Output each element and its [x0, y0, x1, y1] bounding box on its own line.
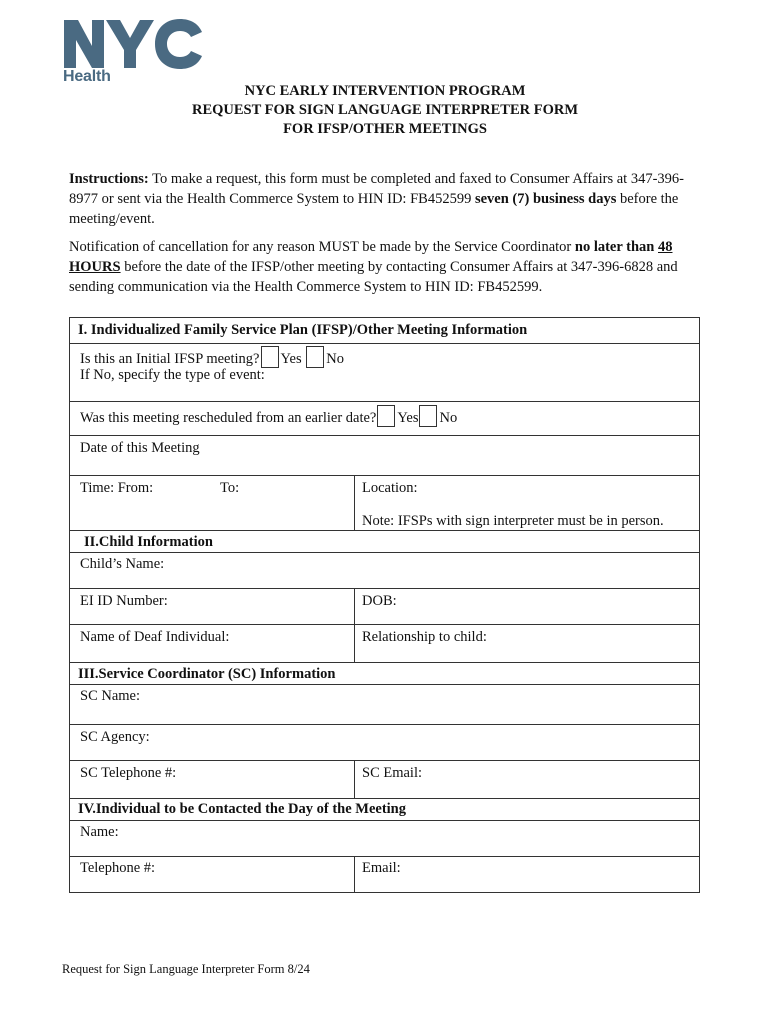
instructions-paragraph — [69, 169, 709, 229]
deaf-individual-row — [70, 624, 699, 662]
notification-text-2: before the date of the IFSP/other meeting by contacting Consumer Affairs at 347-396-6828 and sending communication via the Health Commerce System to HIN ID: FB452599. — [69, 259, 678, 295]
contact-phone-label: Telephone #: — [80, 860, 156, 876]
sc-agency-label: SC Agency: — [80, 729, 150, 745]
title-line-3: FOR IFSP/OTHER MEETINGS — [283, 121, 487, 137]
rescheduled-yes-label: Yes — [397, 410, 419, 426]
instructions-text-1: To make a request, this form must be completed and faxed to Consumer Affairs at 347-396-8977 or sent via the Health Commerce System to HIN ID: FB452599 — [69, 171, 684, 207]
form-title — [0, 82, 770, 139]
initial-no-label: No — [326, 351, 344, 367]
child-name-row[interactable] — [70, 552, 699, 588]
section-2-header — [70, 530, 699, 552]
section-1-header — [70, 318, 699, 343]
initial-ifsp-row — [70, 343, 699, 401]
rescheduled-question-line — [80, 405, 457, 427]
location-note: Note: IFSPs with sign interpreter must be in person. — [362, 513, 664, 529]
child-name-label: Child’s Name: — [80, 556, 165, 572]
title-line-2: REQUEST FOR SIGN LANGUAGE INTERPRETER FORM — [191, 102, 579, 118]
time-location-row — [70, 475, 699, 530]
nyc-logo-mark — [62, 18, 204, 70]
initial-ifsp-question: Is this an Initial IFSP meeting? — [80, 351, 260, 367]
ei-id-label: EI ID Number: — [80, 593, 168, 609]
sc-name-label: SC Name: — [80, 688, 141, 704]
notification-text-1: Notification of cancellation for any reason MUST be made by the Service Coordinator — [69, 239, 575, 255]
page-footer: Request for Sign Language Interpreter Form 8/24 — [62, 962, 310, 976]
section-3-header — [70, 662, 699, 684]
time-location-divider — [354, 475, 355, 530]
rescheduled-no-label: No — [439, 410, 458, 426]
section-1-title: I. Individualized Family Service Plan (IFSP)/Other Meeting Information — [78, 322, 528, 338]
meeting-date-label: Date of this Meeting — [80, 440, 200, 456]
section-4-header — [70, 798, 699, 820]
ei-id-dob-row — [70, 588, 699, 624]
contact-email-label: Email: — [362, 860, 401, 876]
sc-contact-row — [70, 760, 699, 798]
rescheduled-yes-checkbox[interactable] — [377, 405, 395, 427]
location-label: Location: — [362, 480, 418, 496]
initial-yes-checkbox[interactable] — [261, 346, 279, 368]
sc-contact-divider — [354, 760, 355, 798]
instructions-deadline: seven (7) business days — [474, 191, 617, 207]
title-line-1: NYC EARLY INTERVENTION PROGRAM — [244, 83, 526, 99]
section-3-title: III.Service Coordinator (SC) Information — [78, 666, 336, 682]
contact-phone-email-row — [70, 856, 699, 892]
time-to-label: To: — [220, 480, 240, 496]
meeting-date-row[interactable] — [70, 435, 699, 475]
section-2-title: II.Child Information — [84, 534, 213, 550]
rescheduled-no-checkbox[interactable] — [419, 405, 437, 427]
sc-agency-row[interactable] — [70, 724, 699, 760]
contact-divider — [354, 856, 355, 892]
instructions-text-2: before the meeting/event. — [69, 191, 679, 227]
relationship-label: Relationship to child: — [362, 629, 487, 645]
sc-phone-label: SC Telephone #: — [80, 765, 177, 781]
section-4-title: IV.Individual to be Contacted the Day of the Meeting — [78, 801, 406, 817]
child-info-divider — [354, 588, 355, 662]
dob-label: DOB: — [362, 593, 397, 609]
notification-paragraph — [69, 237, 709, 297]
sc-email-label: SC Email: — [362, 765, 423, 781]
rescheduled-row — [70, 401, 699, 435]
initial-yes-label: Yes — [280, 351, 302, 367]
instructions-label: Instructions: — [69, 171, 149, 187]
event-type-label: If No, specify the type of event: — [80, 367, 265, 383]
time-from-label: Time: From: — [80, 480, 154, 496]
initial-ifsp-question-line — [80, 346, 344, 368]
contact-name-label: Name: — [80, 824, 119, 840]
notification-bold: no later than — [574, 239, 658, 255]
notification-hours: 48 HOURS — [69, 239, 673, 275]
logo-subtitle: Health — [63, 68, 111, 85]
initial-no-checkbox[interactable] — [306, 346, 324, 368]
rescheduled-question: Was this meeting rescheduled from an earlier date? — [80, 410, 377, 426]
deaf-individual-label: Name of Deaf Individual: — [80, 629, 230, 645]
nyc-health-logo — [62, 18, 204, 92]
request-form — [69, 317, 700, 893]
contact-name-row[interactable] — [70, 820, 699, 856]
sc-name-row[interactable] — [70, 684, 699, 724]
